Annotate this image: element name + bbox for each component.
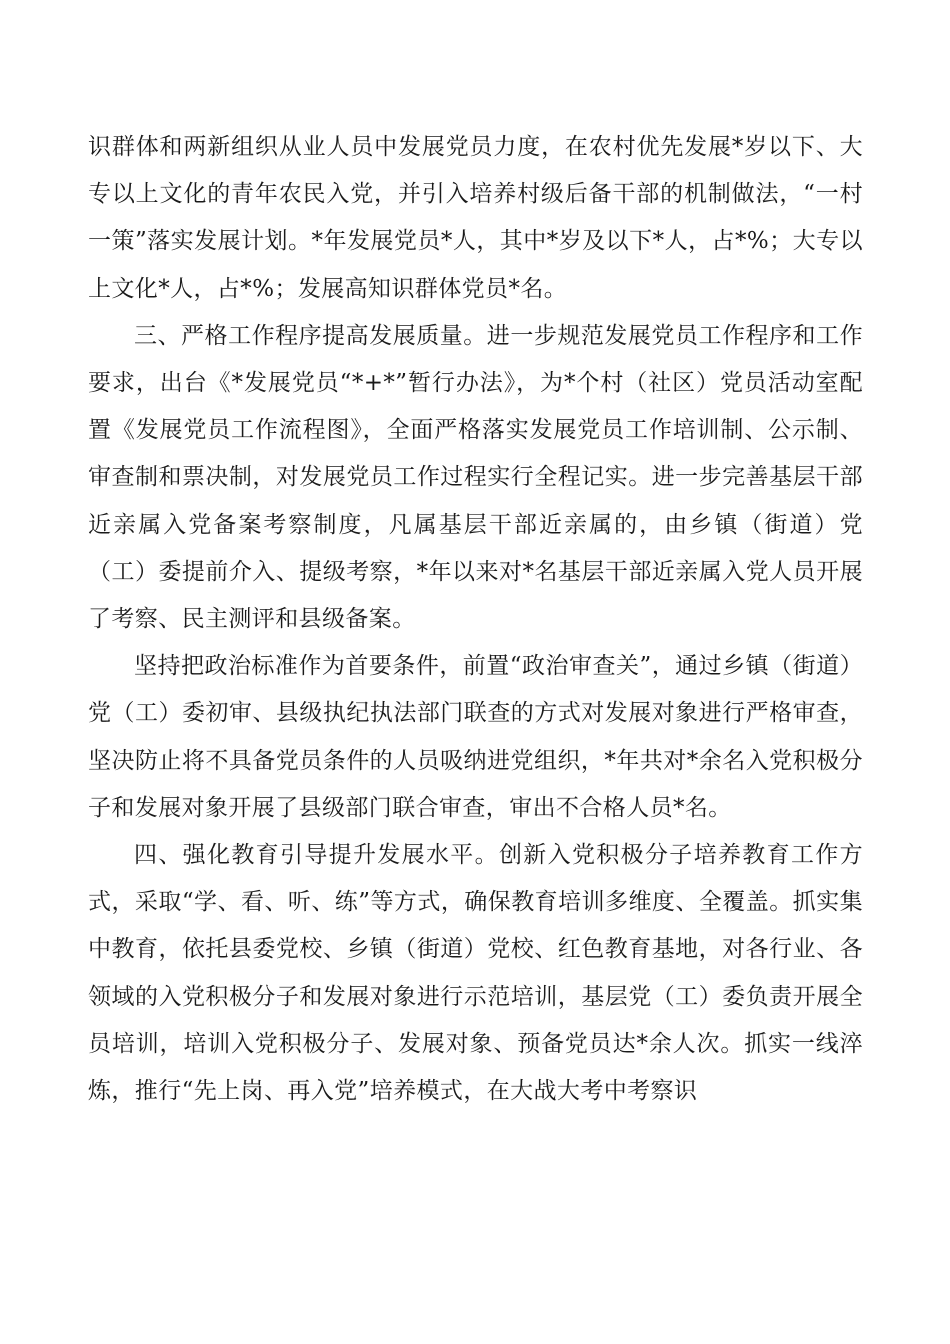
paragraph-1: 识群体和两新组织从业人员中发展党员力度，在农村优先发展*岁以下、大专以上文化的青年农民入党，并引入培养村级后备干部的机制做法，“一村一策”落实发展计划。*年发展党员*人，其中*岁及以下*人，占*%；大专以上文化*人，占*%；发展高知识群体党员*名。 (88, 134, 863, 302)
paragraph-4: 四、强化教育引导提升发展水平。创新入党积极分子培养教育工作方式，采取“学、看、听、练”等方式，确保教育培训多维度、全覆盖。抓实集中教育，依托县委党校、乡镇（街道）党校、红色教育基地，对各行业、各领域的入党积极分子和发展对象进行示范培训，基层党（工）委负责开展全员培训，培训入党积极分子、发展对象、预备党员达*余人次。抓实一线淬炼，推行“先上岗、再入党”培养模式，在大战大考中考察识 (88, 842, 863, 1105)
document-body (88, 124, 863, 1115)
paragraph-3: 坚持把政治标准作为首要条件，前置“政治审查关”，通过乡镇（街道）党（工）委初审、县级执纪执法部门联查的方式对发展对象进行严格审查，坚决防止将不具备党员条件的人员吸纳进党组织，*年共对*余名入党积极分子和发展对象开展了县级部门联合审查，审出不合格人员*名。 (88, 653, 863, 821)
paragraph-2: 三、严格工作程序提高发展质量。进一步规范发展党员工作程序和工作要求，出台《*发展党员“*+*”暂行办法》，为*个村（社区）党员活动室配置《发展党员工作流程图》，全面严格落实发展党员工作培训制、公示制、审查制和票决制，对发展党员工作过程实行全程记实。进一步完善基层干部近亲属入党备案考察制度，凡属基层干部近亲属的，由乡镇（街道）党（工）委提前介入、提级考察，*年以来对*名基层干部近亲属入党人员开展了考察、民主测评和县级备案。 (88, 322, 863, 633)
